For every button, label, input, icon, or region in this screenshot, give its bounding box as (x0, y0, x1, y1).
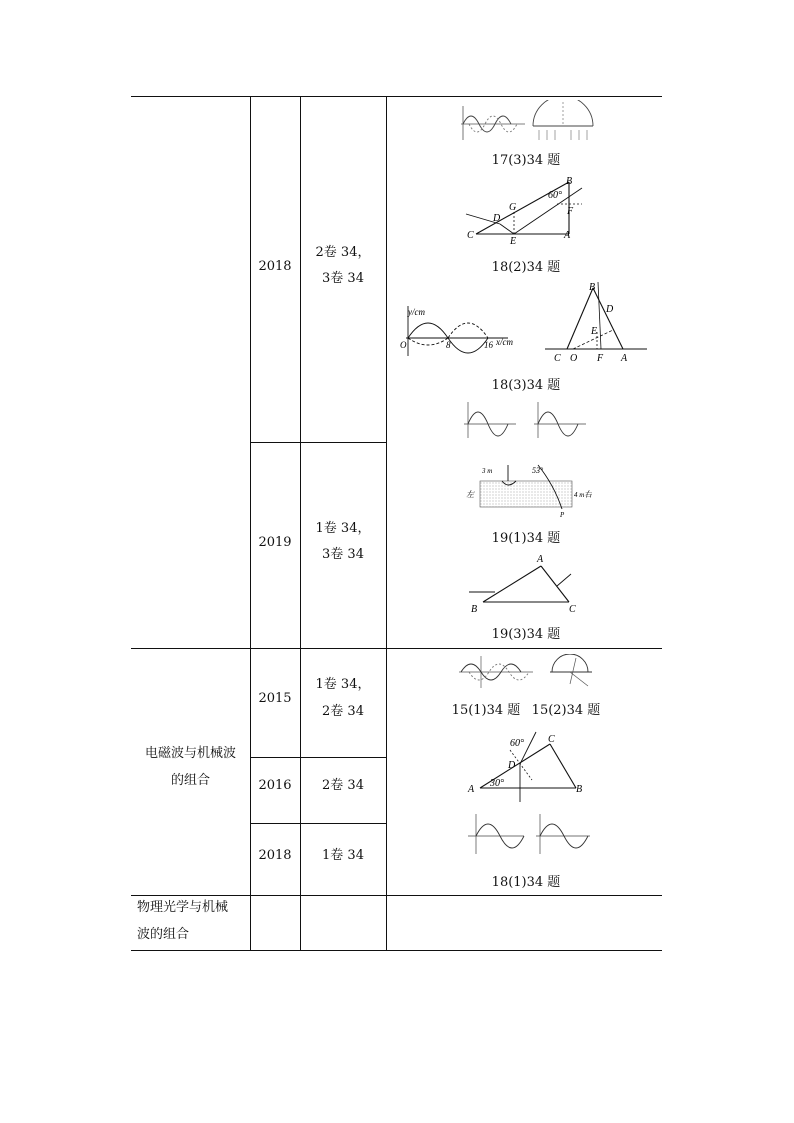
label-x-cm: x/cm (496, 337, 513, 347)
papers-2019-line1: 1卷 34， (315, 521, 371, 536)
caption-18-3: 18(3)34 题 (491, 378, 561, 393)
col-divider-3 (386, 96, 387, 951)
label-left: 左 (466, 490, 474, 499)
caption-18-1: 18(1)34 题 (491, 875, 561, 890)
label-F: F (597, 353, 604, 364)
caption-19-3: 19(3)34 题 (491, 627, 561, 642)
figure-15-2-semicircle (548, 654, 594, 690)
label-E: E (591, 326, 598, 337)
label-A: A (468, 784, 475, 795)
figure-18-1-waves (462, 810, 592, 862)
figure-18-2-prism (462, 174, 592, 246)
label-8: 8 (446, 340, 451, 350)
papers-2015-line1: 1卷 34， (315, 677, 371, 692)
label-60deg: 60° (510, 738, 524, 749)
figure-19-1-waves (458, 398, 588, 448)
label-B: B (566, 176, 573, 187)
label-A: A (537, 554, 544, 565)
category-opt-line1: 物理光学与机械 (137, 900, 229, 915)
label-30deg: 30° (490, 778, 504, 789)
label-D: D (606, 304, 614, 315)
label-P: P (560, 511, 565, 519)
label-3m: 3 m (482, 467, 493, 475)
label-A: A (564, 230, 571, 241)
label-B: B (576, 784, 583, 795)
figure-17-3-wave-and-semicircle (455, 100, 595, 142)
papers-2018-a-line1: 2卷 34， (315, 245, 371, 260)
label-D: D (508, 760, 516, 771)
label-O: O (400, 340, 407, 350)
figure-19-3-triangle (465, 552, 585, 616)
table-top-rule (131, 96, 662, 97)
category-em-line1: 电磁波与机械波 (144, 746, 236, 761)
caption-17-3: 17(3)34 题 (491, 153, 561, 168)
caption-18-2: 18(2)34 题 (491, 260, 561, 275)
table-bottom-rule (131, 950, 662, 951)
figure-19-1-pool (462, 461, 592, 521)
caption-19-1: 19(1)34 题 (491, 531, 561, 546)
year-2019: 2019 (258, 535, 292, 550)
papers-2015-line2: 2卷 34 (322, 704, 364, 719)
label-C: C (554, 353, 561, 364)
label-right: 右 (584, 490, 592, 499)
group-divider-em (131, 648, 662, 649)
row-divider-2015-2016 (250, 757, 386, 758)
year-2018-b: 2018 (258, 848, 292, 863)
label-C: C (548, 734, 555, 745)
label-y-cm: y/cm (408, 307, 425, 317)
group-divider-opt (131, 895, 662, 896)
category-opt-line2: 波的组合 (137, 927, 190, 942)
figure-15-1-wave (455, 654, 535, 690)
papers-2018-a-line2: 3卷 34 (322, 271, 364, 286)
label-60deg: 60° (548, 190, 562, 201)
papers-2016: 2卷 34 (322, 778, 364, 793)
label-B: B (589, 282, 596, 293)
figure-18-3-triangle (543, 282, 649, 364)
label-A: A (621, 353, 628, 364)
label-C: C (569, 604, 576, 615)
label-D: D (493, 213, 501, 224)
year-2015: 2015 (258, 691, 292, 706)
label-B: B (471, 604, 478, 615)
year-2016: 2016 (258, 778, 292, 793)
papers-2019-line2: 3卷 34 (322, 547, 364, 562)
label-4m: 4 m (574, 491, 585, 499)
label-C: C (467, 230, 474, 241)
figure-16-prism (462, 730, 592, 802)
year-2018-a: 2018 (258, 259, 292, 274)
label-G: G (509, 202, 517, 213)
row-divider-2018-2019 (250, 442, 386, 443)
col-divider-1 (250, 96, 251, 951)
category-em-line2: 的组合 (170, 773, 210, 788)
label-16: 16 (484, 340, 493, 350)
label-E: E (510, 236, 517, 246)
row-divider-2016-2018 (250, 823, 386, 824)
papers-2018-b: 1卷 34 (322, 848, 364, 863)
label-53deg: 53° (532, 466, 544, 475)
label-F: F (567, 206, 574, 217)
label-O: O (570, 353, 578, 364)
caption-15-1: 15(1)34 题 (451, 703, 521, 718)
caption-15-2: 15(2)34 题 (531, 703, 601, 718)
figure-18-3-wave (398, 304, 518, 356)
